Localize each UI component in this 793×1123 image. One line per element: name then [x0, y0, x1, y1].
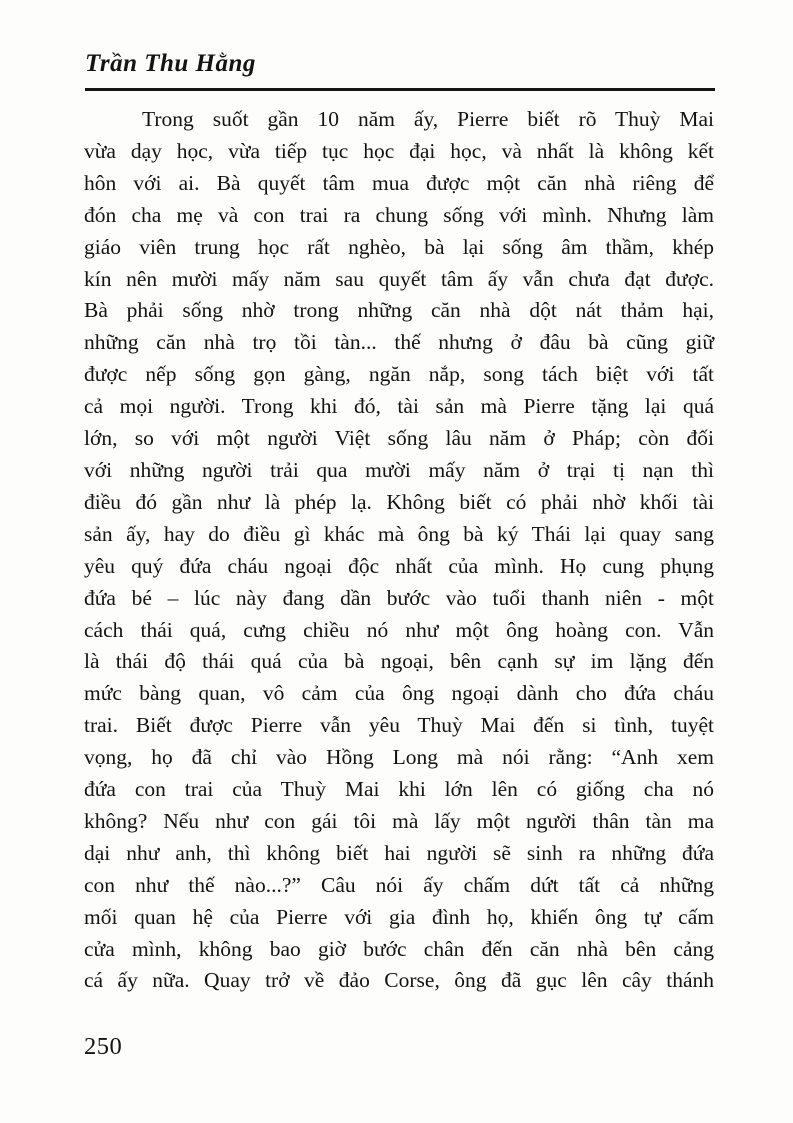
- text-line: không? Nếu như con gái tôi mà lấy một người thân tàn ma: [84, 808, 714, 833]
- text-line: đứa con trai của Thuỳ Mai khi lớn lên có giống cha nó: [84, 777, 714, 802]
- text-line: trai. Biết được Pierre vẫn yêu Thuỳ Mai đến si tình, tuyệt: [84, 713, 714, 738]
- text-line: đứa bé – lúc này đang dần bước vào tuổi thanh niên - một: [84, 585, 714, 610]
- text-line: Trong suốt gần 10 năm ấy, Pierre biết rõ Thuỳ Mai: [142, 107, 714, 131]
- text-line: là thái độ thái quá của bà ngoại, bên cạnh sự im lặng đến: [84, 649, 714, 674]
- text-line: lớn, so với một người Việt sống lâu năm ở Pháp; còn đối: [84, 426, 714, 451]
- text-line: những căn nhà trọ tồi tàn... thế nhưng ở đâu bà cũng giữ: [84, 330, 714, 355]
- text-line: dại như anh, thì không biết hai người sẽ sinh ra những đứa: [84, 840, 714, 865]
- header-rule: [85, 88, 715, 91]
- text-line: kín nên mười mấy năm sau quyết tâm ấy vẫn chưa đạt được.: [84, 266, 714, 291]
- author-name: Trần Thu Hằng: [85, 50, 256, 77]
- text-line: con như thế nào...?” Câu nói ấy chấm dứt tất cả những: [84, 872, 714, 897]
- text-line: hôn với ai. Bà quyết tâm mua được một căn nhà riêng để: [84, 170, 714, 195]
- text-line: yêu quý đứa cháu ngoại độc nhất của mình. Họ cung phụng: [84, 553, 714, 578]
- text-line: vừa dạy học, vừa tiếp tục học đại học, và nhất là không kết: [84, 138, 714, 163]
- text-line: mức bàng quan, vô cảm của ông ngoại dành cho đứa cháu: [84, 681, 714, 706]
- text-line: giáo viên trung học rất nghèo, bà lại sống âm thầm, khép: [84, 234, 714, 259]
- text-line: đón cha mẹ và con trai ra chung sống với mình. Nhưng làm: [84, 202, 714, 227]
- text-line: điều đó gần như là phép lạ. Không biết có phải nhờ khối tài: [84, 489, 714, 514]
- body-paragraph: [84, 104, 714, 997]
- text-line: cá ấy nữa. Quay trở về đảo Corse, ông đã gục lên cây thánh: [84, 968, 714, 993]
- running-header: [85, 50, 714, 78]
- page-number: 250: [84, 1033, 123, 1060]
- text-line: cửa mình, không bao giờ bước chân đến căn nhà bên cảng: [84, 936, 714, 961]
- text-line: cả mọi người. Trong khi đó, tài sản mà Pierre tặng lại quá: [84, 394, 714, 419]
- text-line: với những người trải qua mười mấy năm ở trại tị nạn thì: [84, 457, 714, 482]
- text-line: mối quan hệ của Pierre với gia đình họ, khiến ông tự cấm: [84, 904, 714, 929]
- text-line: Bà phải sống nhờ trong những căn nhà dột nát thảm hại,: [84, 298, 714, 323]
- text-line: được nếp sống gọn gàng, ngăn nắp, song tách biệt với tất: [84, 362, 714, 387]
- text-line: cách thái quá, cưng chiều nó như một ông hoàng con. Vẫn: [84, 617, 714, 642]
- text-line: sản ấy, hay do điều gì khác mà ông bà ký Thái lại quay sang: [84, 521, 714, 546]
- text-line: vọng, họ đã chỉ vào Hồng Long mà nói rằng: “Anh xem: [84, 745, 714, 770]
